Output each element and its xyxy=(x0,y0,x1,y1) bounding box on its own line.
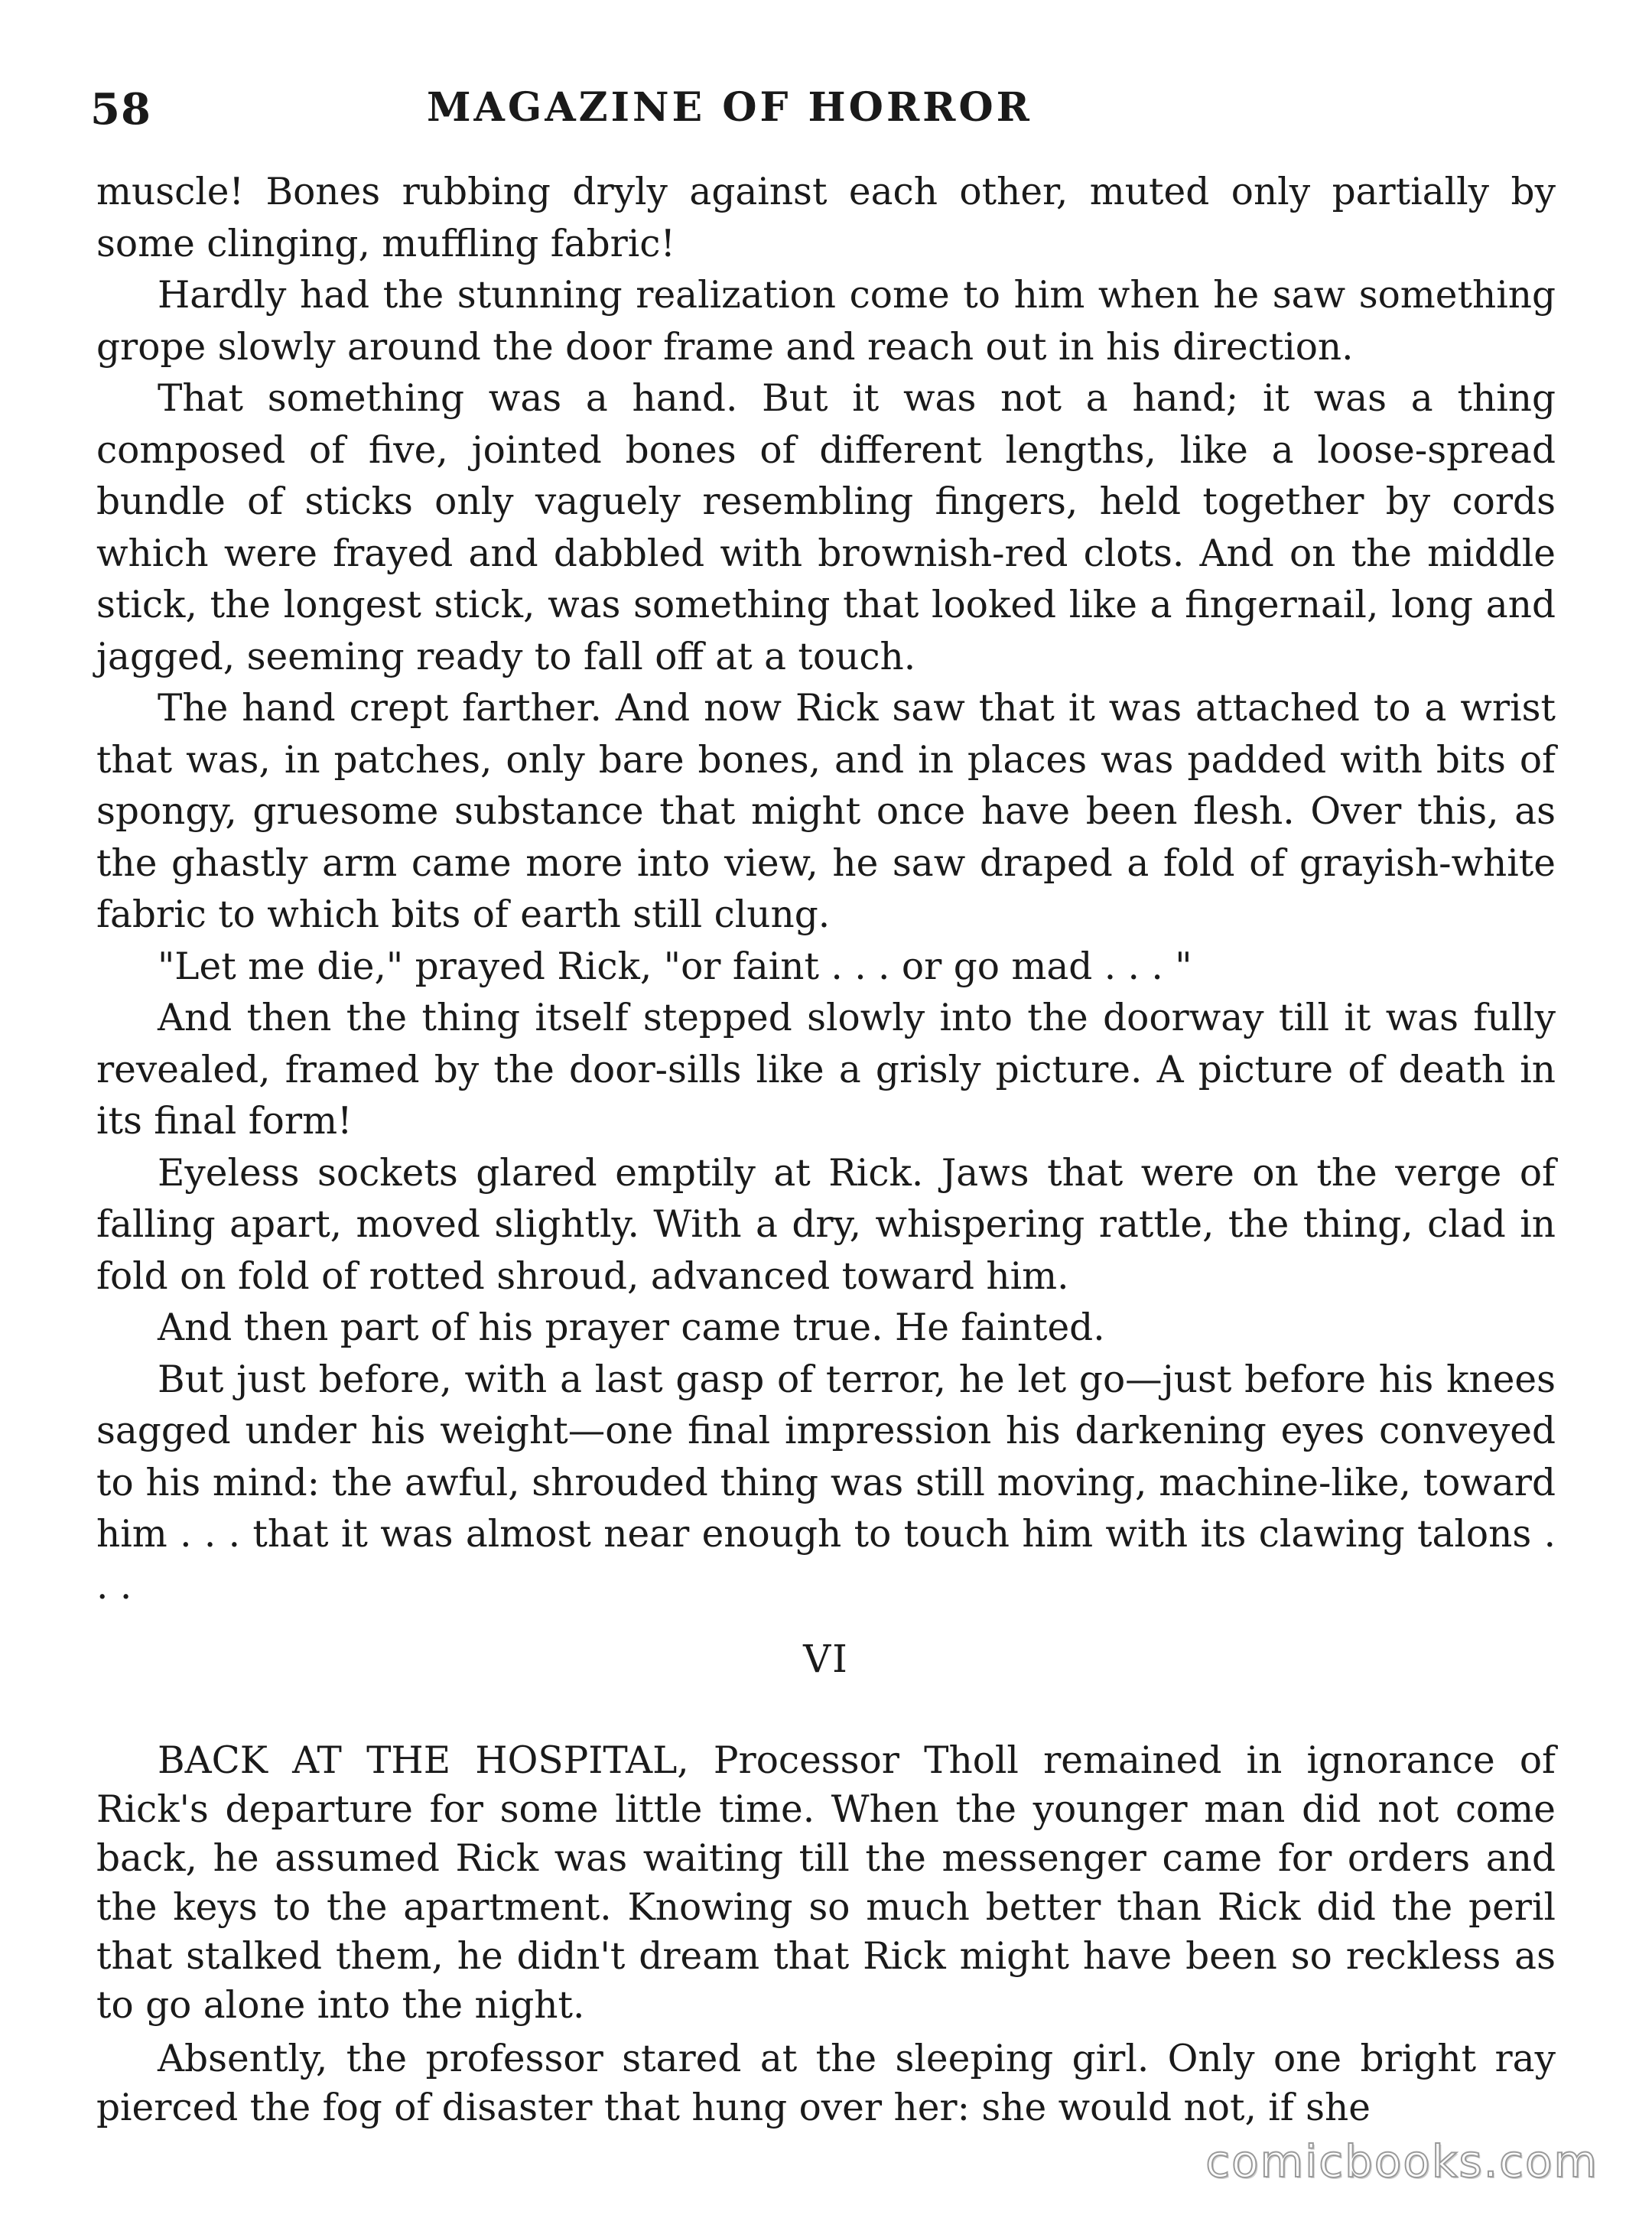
paragraph: And then the thing itself stepped slowly into the doorway till it was fully revealed, framed by the door-sills like a grisly picture. A picture of death in its final form! xyxy=(96,997,1556,1143)
story-text-part-2 xyxy=(96,1736,1556,2132)
page-header xyxy=(90,84,1559,145)
paragraph: Absently, the professor stared at the sleeping girl. Only one bright ray pierced the fog of disaster that hung over her: she would not, if she xyxy=(96,2038,1556,2129)
paragraph: That something was a hand. But it was not a hand; it was a thing composed of five, jointed bones of different lengths, like a loose-spread bundle of sticks only vaguely resembling fingers, held together by cords which were frayed and dabbled with brownish-red clots. And on the middle stick, the longest stick, was something that looked like a fingernail, long and jagged, seeming ready to fall off at a touch. xyxy=(96,377,1556,678)
paragraph: Eyeless sockets glared emptily at Rick. Jaws that were on the verge of falling apart, moved slightly. With a dry, whispering rattle, the thing, clad in fold on fold of rotted shroud, advanced toward him. xyxy=(96,1151,1556,1298)
paragraph: But just before, with a last gasp of terror, he let go—just before his knees sagged under his weight—one final impression his darkening eyes conveyed to his mind: the awful, shrouded thing was still moving, machine-like, toward him . . . that it was almost near enough to touch him with its clawing talons . . . xyxy=(96,1358,1556,1608)
watermark: comicbooks.com xyxy=(1205,2135,1598,2187)
paragraph: BACK AT THE HOSPITAL, Processor Tholl remained in ignorance of Rick's departure for some little time. When the younger man did not come back, he assumed Rick was waiting till the messenger came for orders and the keys to the apartment. Knowing so much better than Rick did the peril that stalked them, he didn't dream that Rick might have been so reckless as to go alone into the night. xyxy=(96,1739,1556,2027)
paragraph: And then part of his prayer came true. He fainted. xyxy=(158,1306,1105,1349)
page-number: 58 xyxy=(90,84,151,135)
paragraph: muscle! Bones rubbing dryly against each other, muted only partially by some clinging, muffling fabric! xyxy=(96,171,1556,265)
paragraph: The hand crept farther. And now Rick saw that it was attached to a wrist that was, in patches, only bare bones, and in places was padded with bits of spongy, gruesome substance that might once have been flesh. Over this, as the ghastly arm came more into view, he saw draped a fold of grayish-white fabric to which bits of earth still clung. xyxy=(96,687,1556,936)
story-text-part-1 xyxy=(96,167,1556,1612)
section-number: VI xyxy=(803,1637,849,1681)
running-title: MAGAZINE OF HORROR xyxy=(427,84,1032,131)
paragraph: "Let me die," prayed Rick, "or faint . . . or go mad . . . " xyxy=(158,945,1192,988)
paragraph: Hardly had the stunning realization come to him when he saw something grope slowly around the door frame and reach out in his direction. xyxy=(96,274,1556,369)
